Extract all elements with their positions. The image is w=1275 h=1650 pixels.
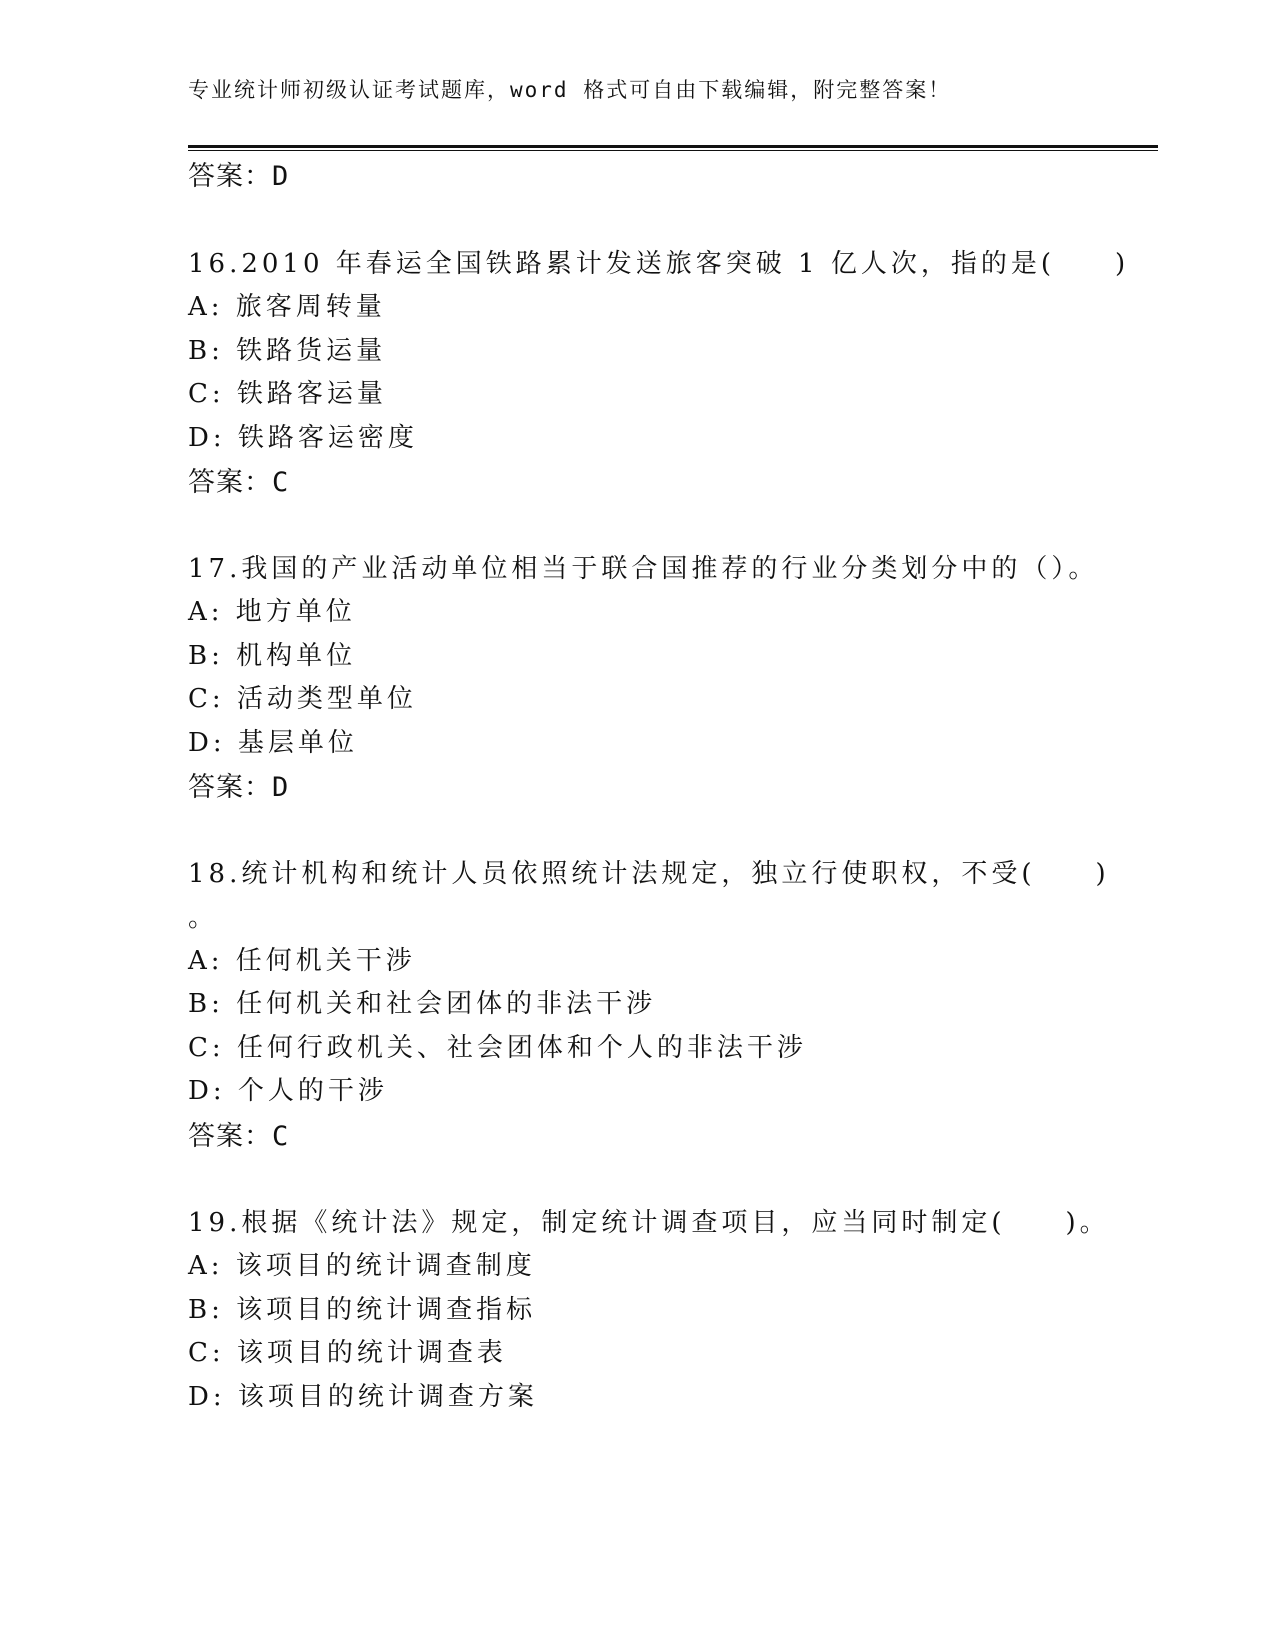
answer-value: D <box>272 772 290 803</box>
answer-value: D <box>272 161 290 192</box>
option-a: A: 旅客周转量 <box>188 292 386 322</box>
answer-line <box>188 765 289 804</box>
option-c: C: 铁路客运量 <box>188 379 387 409</box>
option-d: D: 铁路客运密度 <box>188 423 418 453</box>
option-b: B: 该项目的统计调查指标 <box>188 1295 537 1325</box>
option-c: C: 该项目的统计调查表 <box>188 1338 507 1368</box>
answer-line <box>188 460 289 499</box>
answer-line <box>188 154 289 193</box>
option-c: C: 任何行政机关、社会团体和个人的非法干涉 <box>188 1033 807 1063</box>
header-rule-thin <box>188 150 1158 151</box>
page-header: 专业统计师初级认证考试题库，word 格式可自由下载编辑，附完整答案！ <box>188 78 952 102</box>
answer-value: C <box>272 467 290 498</box>
option-d: D: 基层单位 <box>188 728 358 758</box>
option-d: D: 该项目的统计调查方案 <box>188 1382 538 1412</box>
option-a: A: 任何机关干涉 <box>188 946 416 976</box>
question-stem-19: 19.根据《统计法》规定，制定统计调查项目，应当同时制定( )。 <box>188 1208 1110 1238</box>
answer-label: 答案： <box>188 161 272 192</box>
question-stem-18-continuation: 。 <box>188 903 219 933</box>
answer-line <box>188 1114 289 1153</box>
question-stem-18: 18.统计机构和统计人员依照统计法规定，独立行使职权，不受( ) <box>188 859 1110 889</box>
option-a: A: 地方单位 <box>188 597 356 627</box>
option-d: D: 个人的干涉 <box>188 1076 388 1106</box>
answer-label: 答案： <box>188 467 272 498</box>
option-a: A: 该项目的统计调查制度 <box>188 1251 536 1281</box>
answer-label: 答案： <box>188 772 272 803</box>
option-b: B: 铁路货运量 <box>188 336 387 366</box>
answer-label: 答案： <box>188 1121 272 1152</box>
header-rule-thick <box>188 145 1158 148</box>
option-b: B: 机构单位 <box>188 641 357 671</box>
question-stem-17: 17.我国的产业活动单位相当于联合国推荐的行业分类划分中的（）。 <box>188 554 1099 584</box>
question-stem-16: 16.2010 年春运全国铁路累计发送旅客突破 1 亿人次，指的是( ) <box>188 249 1130 279</box>
option-c: C: 活动类型单位 <box>188 684 417 714</box>
option-b: B: 任何机关和社会团体的非法干涉 <box>188 989 657 1019</box>
answer-value: C <box>272 1121 290 1152</box>
